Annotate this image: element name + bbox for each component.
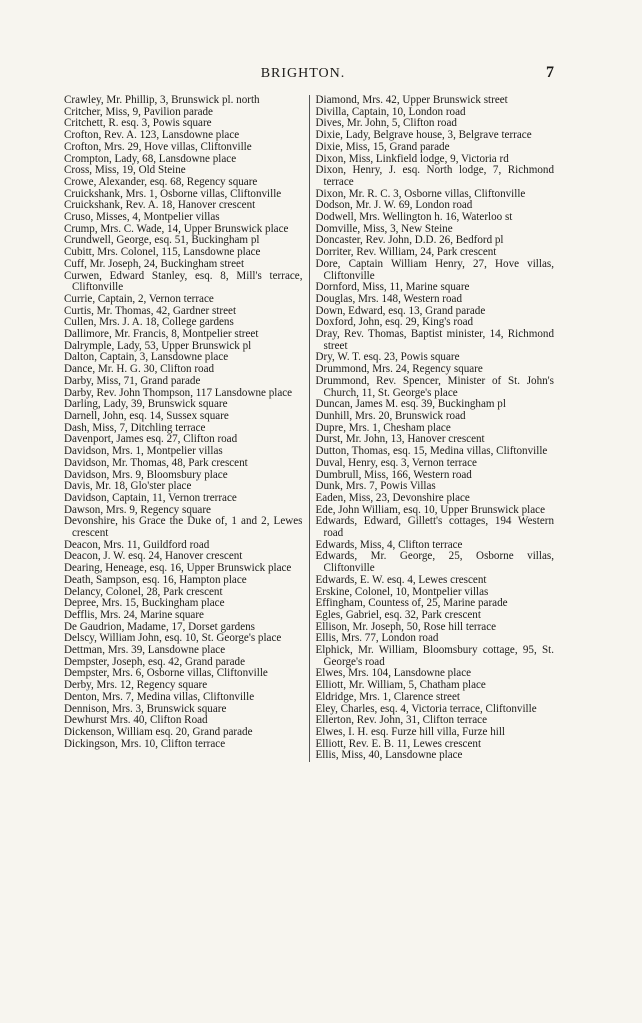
directory-entry: Crofton, Mrs. 29, Hove villas, Cliftonville: [64, 140, 252, 153]
directory-entry: Dunk, Mrs. 7, Powis Villas: [315, 480, 436, 493]
directory-entry: Drummond, Rev. Spencer, Minister of St. John's Church, 11, St. George's place: [315, 374, 554, 399]
left-column: [64, 95, 309, 762]
directory-entry: Crofton, Rev. A. 123, Lansdowne place: [64, 129, 240, 142]
page-number: 7: [546, 64, 554, 81]
directory-entry: Ellis, Mrs. 77, London road: [315, 632, 439, 645]
directory-entry: Critcher, Miss, 9, Pavilion parade: [64, 105, 213, 118]
directory-entry: Divilla, Captain, 10, London road: [315, 105, 466, 118]
directory-entry: Douglas, Mrs. 148, Western road: [315, 292, 462, 305]
directory-entry: Critchett, R. esq. 3, Powis square: [64, 117, 212, 130]
directory-entry: Durst, Mr. John, 13, Hanover crescent: [315, 433, 485, 446]
directory-entry: Effingham, Countess of, 25, Marine parade: [315, 597, 508, 610]
directory-entry: Dumbrull, Miss, 166, Western road: [315, 468, 472, 481]
directory-entry: Elwes, I. H. esq. Furze hill villa, Furze hill: [315, 725, 505, 738]
directory-entry: Dupre, Mrs. 1, Chesham place: [315, 421, 451, 434]
directory-entry: Elliott, Rev. E. B. 11, Lewes crescent: [315, 737, 482, 750]
directory-entry: Deacon, J. W. esq. 24, Hanover crescent: [64, 550, 243, 563]
directory-entry: Dives, Mr. John, 5, Clifton road: [315, 117, 457, 130]
directory-entry: Delancy, Colonel, 28, Park crescent: [64, 585, 223, 598]
directory-entry: Duncan, James M. esq. 39, Buckingham pl: [315, 398, 506, 411]
directory-entry: Davenport, James esq. 27, Clifton road: [64, 433, 238, 446]
directory-entry: Cullen, Mrs. J. A. 18, College gardens: [64, 316, 234, 329]
directory-entry: Crowe, Alexander, esq. 68, Regency square: [64, 175, 258, 188]
directory-entry: De Gaudrion, Madame, 17, Dorset gardens: [64, 620, 256, 633]
directory-entry: Dutton, Thomas, esq. 15, Medina villas, Cliftonville: [315, 445, 548, 458]
directory-entry: Dickenson, William esq. 20, Grand parade: [64, 725, 253, 738]
directory-entry: Dodson, Mr. J. W. 69, London road: [315, 199, 473, 212]
directory-entry: Deacon, Mrs. 11, Guildford road: [64, 538, 210, 551]
directory-entry: Cruickshank, Rev. A. 18, Hanover crescent: [64, 199, 256, 212]
directory-entry: Dallimore, Mr. Francis, 8, Montpelier street: [64, 328, 259, 341]
directory-entry: Dearing, Heneage, esq. 16, Upper Brunswick place: [64, 562, 292, 575]
directory-entry: Doxford, John, esq. 29, King's road: [315, 316, 474, 329]
directory-entry: Davidson, Mr. Thomas, 48, Park crescent: [64, 456, 248, 469]
directory-entry: Delscy, William John, esq. 10, St. George's place: [64, 632, 282, 645]
directory-entry: Derby, Mrs. 12, Regency square: [64, 679, 208, 692]
directory-entry: Elwes, Mrs. 104, Lansdowne place: [315, 667, 472, 680]
directory-entry: Curwen, Edward Stanley, esq. 8, Mill's terrace, Cliftonville: [64, 269, 303, 294]
directory-entry: Davidson, Mrs. 1, Montpelier villas: [64, 445, 223, 458]
directory-entry: Dixie, Miss, 15, Grand parade: [315, 140, 450, 153]
directory-entry: Denton, Mrs. 7, Medina villas, Cliftonville: [64, 690, 255, 703]
directory-columns: [64, 95, 554, 762]
directory-entry: Darnell, John, esq. 14, Sussex square: [64, 409, 229, 422]
directory-entry: Dore, Captain William Henry, 27, Hove villas, Cliftonville: [315, 257, 554, 282]
directory-entry: Edwards, Edward, Gillett's cottages, 194 Western road: [315, 515, 554, 540]
directory-entry: Dalton, Captain, 3, Lansdowne place: [64, 351, 229, 364]
directory-entry: Crundwell, George, esq. 51, Buckingham pl: [64, 234, 260, 247]
directory-entry: Davidson, Mrs. 9, Bloomsbury place: [64, 468, 228, 481]
directory-entry: Davidson, Captain, 11, Vernon trerrace: [64, 491, 237, 504]
directory-entry: Darling, Lady, 39, Brunswick square: [64, 398, 228, 411]
directory-entry: Dash, Miss, 7, Ditchling terrace: [64, 421, 206, 434]
directory-entry: Diamond, Mrs. 42, Upper Brunswick street: [315, 94, 508, 106]
directory-entry: Cruickshank, Mrs. 1, Osborne villas, Cliftonville: [64, 187, 282, 200]
directory-entry: Ellis, Miss, 40, Lansdowne place: [315, 749, 463, 762]
running-title: BRIGHTON.: [260, 66, 346, 81]
directory-entry: Duval, Henry, esq. 3, Vernon terrace: [315, 456, 477, 469]
directory-entry: Edwards, E. W. esq. 4, Lewes crescent: [315, 573, 487, 586]
directory-entry: Edwards, Mr. George, 25, Osborne villas, Cliftonville: [315, 550, 554, 575]
directory-entry: Ellison, Mr. Joseph, 50, Rose hill terrace: [315, 620, 497, 633]
directory-entry: Dempster, Joseph, esq. 42, Grand parade: [64, 655, 246, 668]
directory-entry: Elphick, Mr. William, Bloomsbury cottage, 95, St. George's road: [315, 644, 554, 668]
directory-entry: Egles, Gabriel, esq. 32, Park crescent: [315, 608, 481, 621]
directory-entry: Crawley, Mr. Phillip, 3, Brunswick pl. north: [64, 94, 260, 106]
directory-entry: Dawson, Mrs. 9, Regency square: [64, 503, 211, 516]
directory-entry: Erskine, Colonel, 10, Montpelier villas: [315, 585, 489, 598]
directory-entry: Dewhurst Mrs. 40, Clifton Road: [64, 714, 208, 727]
directory-entry: Eaden, Miss, 23, Devonshire place: [315, 491, 470, 504]
directory-entry: Ellerton, Rev. John, 31, Clifton terrace: [315, 714, 487, 727]
directory-entry: Darby, Miss, 71, Grand parade: [64, 374, 201, 387]
directory-entry: Dixie, Lady, Belgrave house, 3, Belgrave terrace: [315, 129, 532, 142]
directory-entry: Curtis, Mr. Thomas, 42, Gardner street: [64, 304, 237, 317]
directory-entry: Eley, Charles, esq. 4, Victoria terrace, Cliftonville: [315, 702, 537, 715]
directory-entry: Dempster, Mrs. 6, Osborne villas, Cliftonville: [64, 667, 268, 680]
directory-entry: Dray, Rev. Thomas, Baptist minister, 14, Richmond street: [315, 328, 554, 352]
directory-entry: Dixon, Mr. R. C. 3, Osborne villas, Cliftonville: [315, 187, 526, 200]
right-column: [309, 95, 555, 762]
directory-entry: Crump, Mrs. C. Wade, 14, Upper Brunswick place: [64, 222, 289, 235]
directory-entry: Darby, Rev. John Thompson, 117 Lansdowne place: [64, 386, 293, 399]
directory-entry: Dunhill, Mrs. 20, Brunswick road: [315, 409, 466, 422]
directory-entry: Domville, Miss, 3, New Steine: [315, 222, 453, 235]
directory-entry: Drummond, Mrs. 24, Regency square: [315, 363, 483, 376]
directory-entry: Dance, Mr. H. G. 30, Clifton road: [64, 363, 215, 376]
directory-entry: Devonshire, his Grace the Duke of, 1 and 2, Lewes crescent: [64, 515, 303, 540]
directory-entry: Davis, Mr. 18, Glo'ster place: [64, 480, 192, 493]
directory-entry: Edwards, Miss, 4, Clifton terrace: [315, 538, 463, 551]
directory-entry: Dornford, Miss, 11, Marine square: [315, 281, 470, 294]
directory-entry: Defflis, Mrs. 24, Marine square: [64, 608, 204, 621]
directory-entry: Ede, John William, esq. 10, Upper Brunswick place: [315, 503, 545, 516]
directory-entry: Cruso, Misses, 4, Montpelier villas: [64, 211, 220, 224]
directory-entry: Dodwell, Mrs. Wellington h. 16, Waterloo st: [315, 211, 513, 224]
directory-entry: Down, Edward, esq. 13, Grand parade: [315, 304, 486, 317]
directory-entry: Depree, Mrs. 15, Buckingham place: [64, 597, 225, 610]
directory-entry: Elliott, Mr. William, 5, Chatham place: [315, 679, 486, 692]
directory-entry: Death, Sampson, esq. 16, Hampton place: [64, 573, 247, 586]
directory-entry: Dixon, Henry, J. esq. North lodge, 7, Richmond terrace: [315, 164, 554, 188]
directory-entry: Cuff, Mr. Joseph, 24, Buckingham street: [64, 257, 245, 270]
directory-entry: Dennison, Mrs. 3, Brunswick square: [64, 702, 227, 715]
page-header: [58, 64, 554, 86]
directory-entry: Dry, W. T. esq. 23, Powis square: [315, 351, 460, 364]
directory-entry: Dorriter, Rev. William, 24, Park crescent: [315, 246, 497, 259]
directory-entry: Dickingson, Mrs. 10, Clifton terrace: [64, 737, 226, 750]
directory-entry: Eldridge, Mrs. 1, Clarence street: [315, 690, 460, 703]
directory-entry: Doncaster, Rev. John, D.D. 26, Bedford pl: [315, 234, 504, 247]
directory-entry: Dettman, Mrs. 39, Lansdowne place: [64, 644, 226, 657]
directory-entry: Crompton, Lady, 68, Lansdowne place: [64, 152, 237, 165]
directory-entry: Dalrymple, Lady, 53, Upper Brunswick pl: [64, 339, 252, 352]
directory-entry: Dixon, Miss, Linkfield lodge, 9, Victoria rd: [315, 152, 509, 165]
directory-entry: Cross, Miss, 19, Old Steine: [64, 164, 186, 177]
directory-entry: Currie, Captain, 2, Vernon terrace: [64, 292, 214, 305]
directory-entry: Cubitt, Mrs. Colonel, 115, Lansdowne place: [64, 246, 261, 259]
